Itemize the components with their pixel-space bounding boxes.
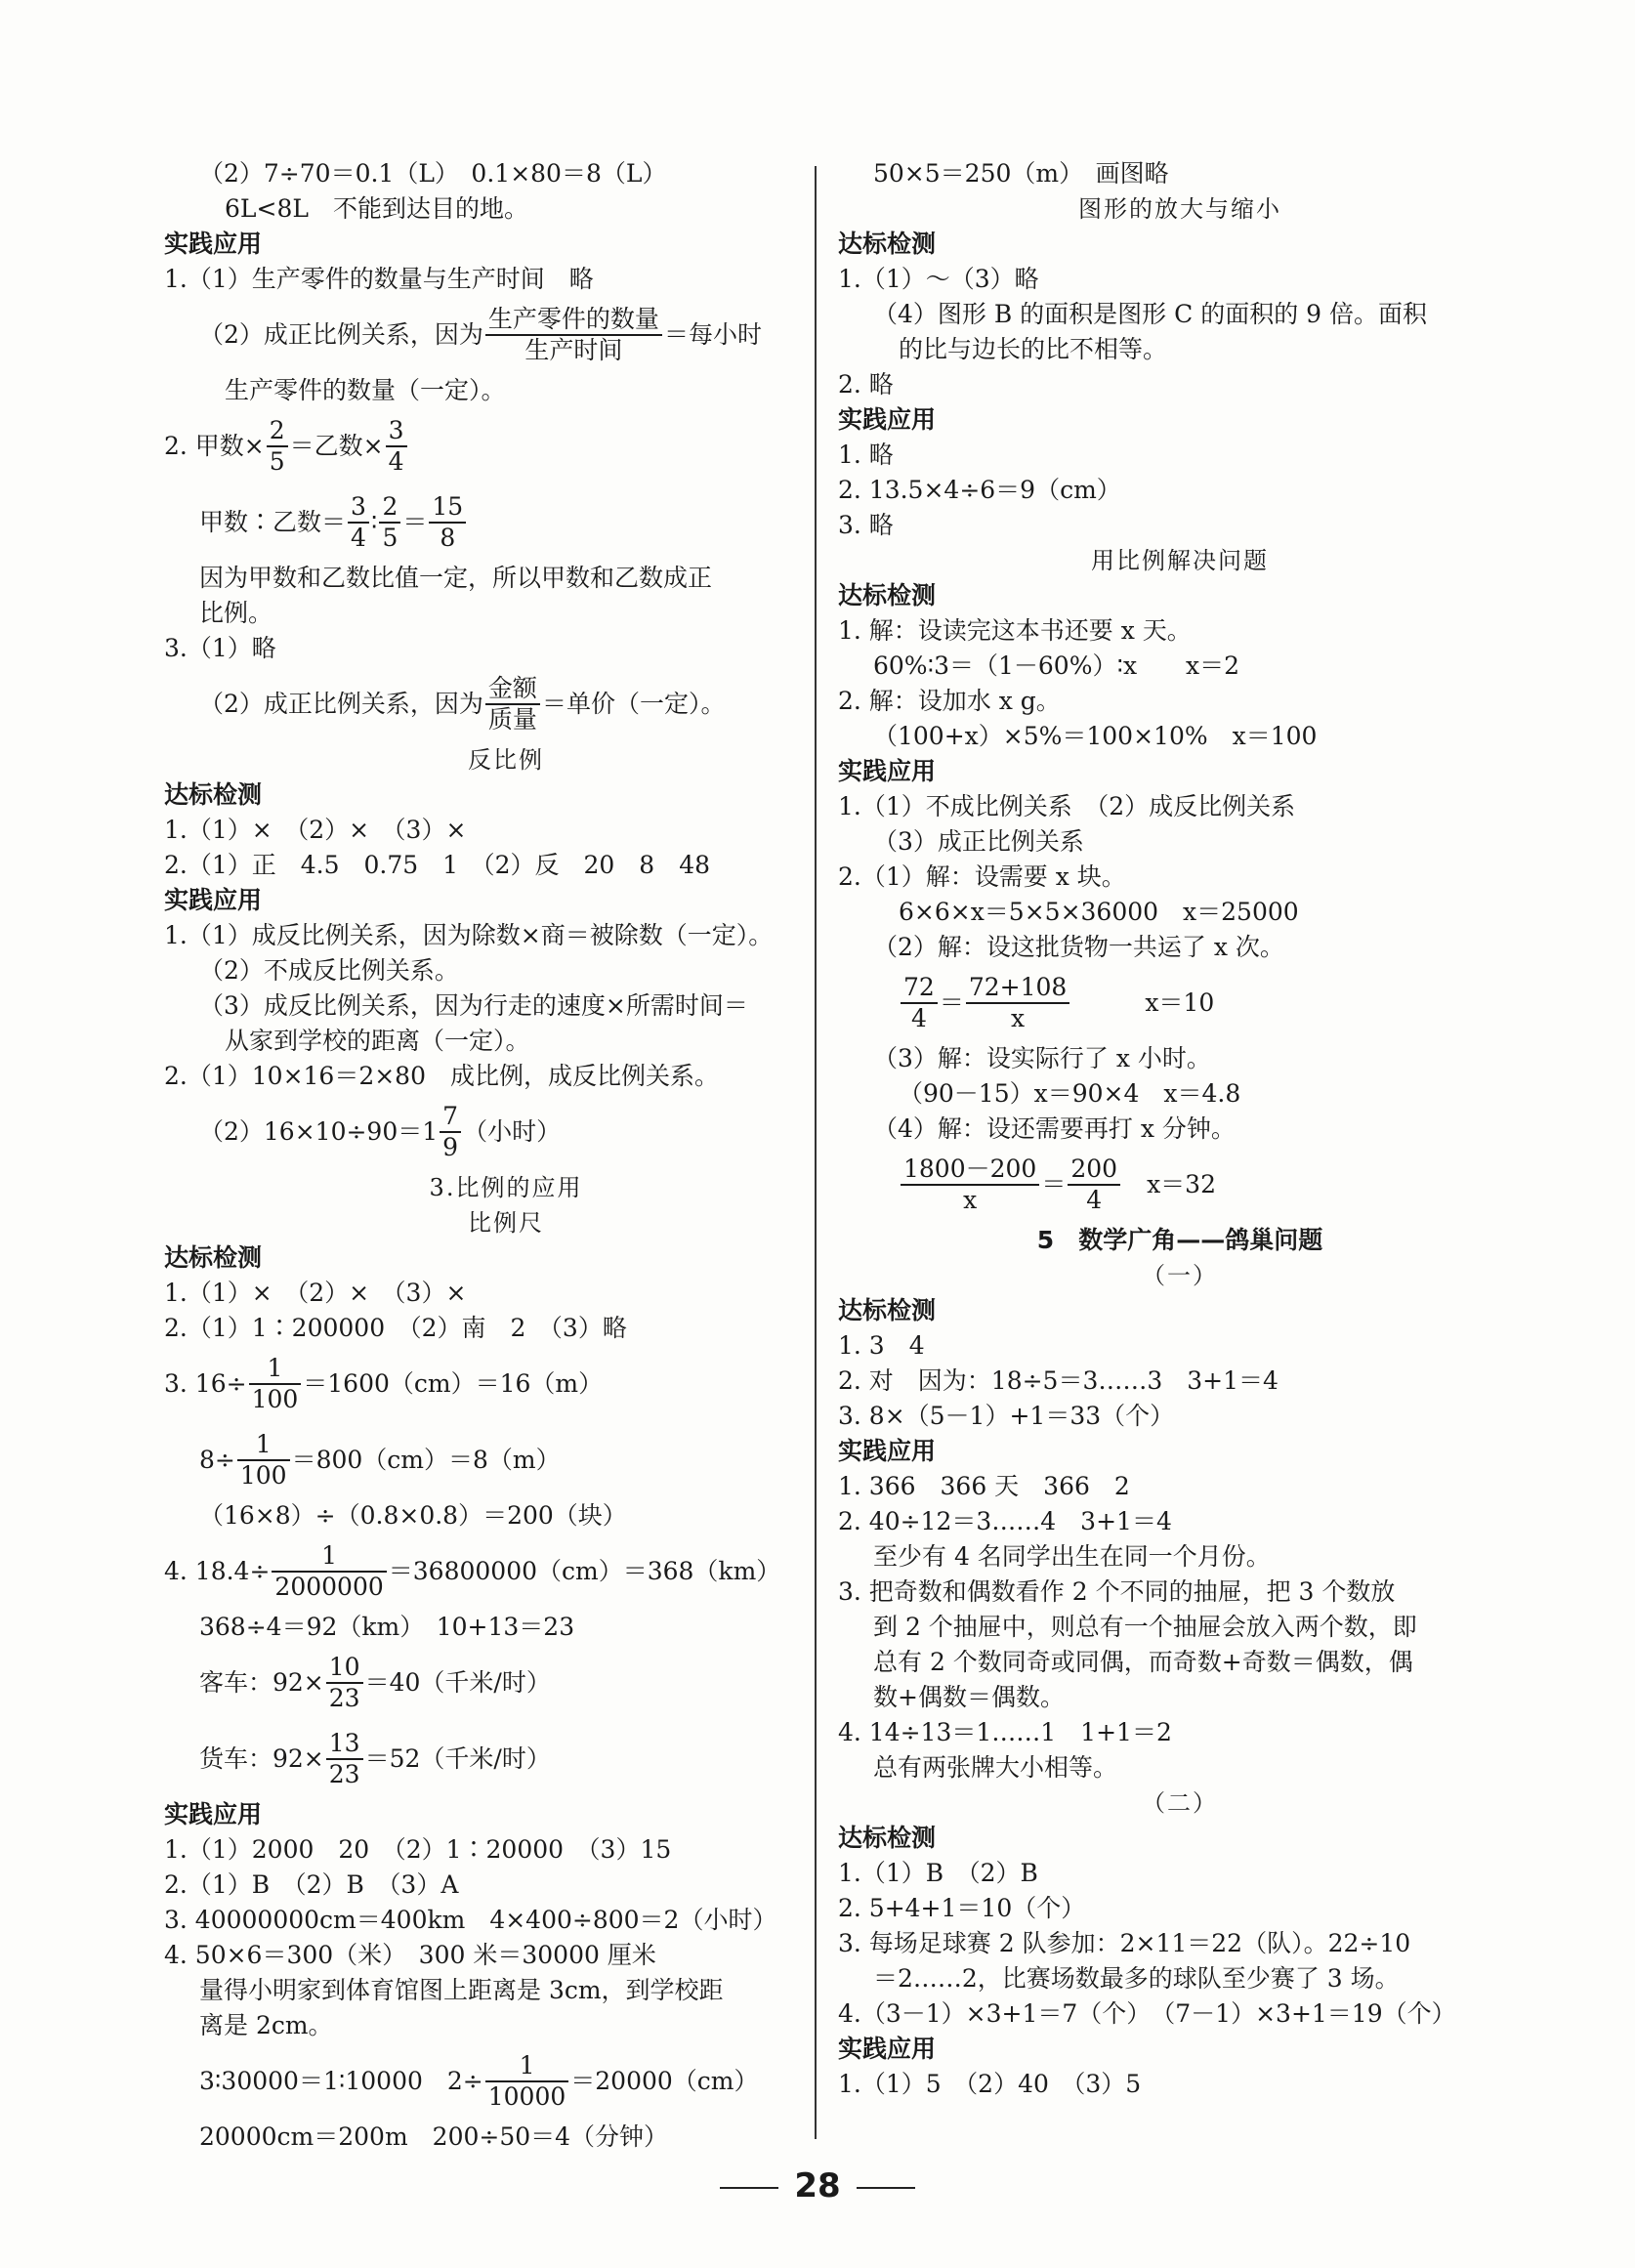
answer-text: ＝ xyxy=(402,508,428,536)
answer-line: 3. 把奇数和偶数看作 2 个不同的抽屉，把 3 个数放 xyxy=(838,1577,1396,1606)
answer-line: 1. 366 366 天 366 2 xyxy=(838,1472,1130,1500)
fraction-numerator: 2 xyxy=(267,416,288,447)
answer-line: 总有两张牌大小相等。 xyxy=(873,1753,1118,1782)
answer-line: 数+偶数＝偶数。 xyxy=(873,1683,1065,1711)
answer-line: 2.（1）解：设需要 x 块。 xyxy=(838,862,1126,891)
fraction-denominator: 10000 xyxy=(487,2082,566,2111)
fraction-numerator: 7 xyxy=(440,1102,461,1133)
answer-line: （2）解：设这批货物一共运了 x 次。 xyxy=(873,933,1284,961)
section-heading: 达标检测 xyxy=(838,1296,937,1324)
fraction-denominator: 生产时间 xyxy=(524,336,623,364)
fraction-numerator: 生产零件的数量 xyxy=(485,305,662,336)
fraction-numerator: 72+108 xyxy=(966,973,1069,1004)
fraction-numerator: 3 xyxy=(348,492,369,524)
fraction-numerator: 72 xyxy=(901,973,938,1004)
fraction-numerator: 10 xyxy=(326,1653,363,1684)
answer-text: ＝40（千米/时） xyxy=(364,1668,551,1697)
answer-text: 8÷ xyxy=(199,1446,235,1474)
answer-line-with-fraction xyxy=(164,1533,848,1610)
answer-line: 2. 40÷12＝3……4 3+1＝4 xyxy=(838,1507,1172,1535)
answer-line: 1. 略 xyxy=(838,441,894,469)
answer-text: 货车：92× xyxy=(199,1744,324,1773)
fraction xyxy=(326,1729,363,1789)
answer-line-with-fraction xyxy=(164,1721,848,1797)
fraction xyxy=(379,492,400,553)
subsection-title: 比例尺 xyxy=(468,1209,544,1237)
answer-line: ＝2……2，比赛场数最多的球队至少赛了 3 场。 xyxy=(873,1964,1400,1993)
fraction-denominator: 2000000 xyxy=(274,1573,384,1601)
answer-line: 2.（1）正 4.5 0.75 1 （2）反 20 8 48 xyxy=(164,851,711,879)
answer-line: 4.（3－1）×3+1＝7（个） （7－1）×3+1＝19（个） xyxy=(838,1999,1456,2028)
answer-line: （16×8）÷（0.8×0.8）＝200（块） xyxy=(199,1501,627,1530)
answer-line-with-fraction xyxy=(164,297,848,373)
answer-line: 1. 解：设读完这本书还要 x 天。 xyxy=(838,616,1192,645)
answer-text: 客车：92× xyxy=(199,1668,324,1697)
answer-line: 50×5＝250（m） 画图略 xyxy=(873,159,1169,188)
answer-line: 量得小明家到体育馆图上距离是 3cm，到学校距 xyxy=(199,1976,724,2004)
answer-line: 1.（1）成反比例关系，因为除数×商＝被除数（一定）。 xyxy=(164,921,774,949)
fraction-denominator: 23 xyxy=(328,1760,360,1788)
answer-line: 2. 对 因为：18÷5＝3……3 3+1＝4 xyxy=(838,1366,1279,1395)
answer-line-with-fraction xyxy=(164,484,848,561)
answer-text: 4. 18.4÷ xyxy=(164,1557,271,1585)
answer-text: 3. 16÷ xyxy=(164,1369,247,1398)
section-heading: 实践应用 xyxy=(838,757,937,785)
answer-text: x＝32 xyxy=(1122,1170,1216,1198)
chapter-heading: 5 数学广角——鸽巢问题 xyxy=(1036,1226,1323,1254)
answer-line: 2. 解：设加水 x g。 xyxy=(838,687,1061,715)
answer-text: 3∶30000＝1∶10000 2÷ xyxy=(199,2067,483,2095)
answer-text: （2）16×10÷90＝1 xyxy=(199,1117,439,1146)
fraction xyxy=(249,1354,302,1414)
section-heading: 实践应用 xyxy=(838,405,937,434)
answer-line: 3. 40000000cm＝400km 4×400÷800＝2（小时） xyxy=(164,1906,777,1934)
fraction xyxy=(966,973,1069,1033)
fraction-denominator: 9 xyxy=(442,1133,459,1161)
answer-line: 生产零件的数量（一定）。 xyxy=(225,376,506,404)
answer-line-with-fraction xyxy=(838,1147,1522,1223)
answer-line: 2.（1）10×16＝2×80 成比例，成反比例关系。 xyxy=(164,1062,719,1090)
answer-line: 1.（1）～（3）略 xyxy=(838,265,1039,293)
answer-line: 60%∶3＝（1－60%）∶x x＝2 xyxy=(873,651,1240,680)
fraction-numerator: 1800－200 xyxy=(901,1155,1039,1186)
fraction-denominator: 4 xyxy=(351,524,366,552)
fraction-numerator: 金额 xyxy=(485,674,540,705)
subsection-title: 反比例 xyxy=(468,746,544,774)
answer-text: ＝800（cm）＝8（m） xyxy=(291,1446,561,1474)
fraction xyxy=(272,1541,386,1602)
footer-dash-left xyxy=(720,2187,778,2189)
fraction-denominator: 100 xyxy=(251,1385,299,1413)
fraction xyxy=(440,1102,461,1162)
fraction xyxy=(485,2051,569,2112)
answer-text: x＝10 xyxy=(1071,988,1215,1017)
answer-line: （2）7÷70＝0.1（L） 0.1×80＝8（L） xyxy=(199,159,667,188)
column-divider xyxy=(815,166,817,2139)
answer-line: 1.（1）不成比例关系 （2）成反比例关系 xyxy=(838,792,1296,820)
page-number-footer xyxy=(0,2166,1635,2205)
fraction xyxy=(267,416,288,477)
fraction-numerator: 1 xyxy=(272,1541,386,1573)
answer-line-with-fraction xyxy=(164,1422,848,1498)
section-heading: 实践应用 xyxy=(164,230,263,258)
section-heading: 达标检测 xyxy=(164,1243,263,1272)
answer-text: （2）成正比例关系，因为 xyxy=(199,320,483,349)
page-number: 28 xyxy=(794,2166,841,2205)
answer-line-with-fraction xyxy=(164,1346,848,1422)
answer-text: ＝36800000（cm）＝368（km） xyxy=(388,1557,781,1585)
fraction xyxy=(429,492,466,553)
answer-text: ＝52（千米/时） xyxy=(364,1744,551,1773)
answer-line: （90－15）x＝90×4 x＝4.8 xyxy=(899,1079,1241,1108)
answer-line: （3）成反比例关系，因为行走的速度×所需时间＝ xyxy=(199,991,748,1020)
section-heading: 实践应用 xyxy=(838,2035,937,2063)
fraction-numerator: 3 xyxy=(386,416,407,447)
subsection-title: 图形的放大与缩小 xyxy=(1078,195,1281,223)
section-heading: 实践应用 xyxy=(164,1800,263,1828)
fraction xyxy=(485,305,662,365)
answer-line: （4）解：设还需要再打 x 分钟。 xyxy=(873,1114,1236,1143)
answer-line: 368÷4＝92（km） 10+13＝23 xyxy=(199,1613,575,1641)
fraction-denominator: 5 xyxy=(269,447,285,476)
answer-line: （3）成正比例关系 xyxy=(873,827,1084,856)
section-heading: 达标检测 xyxy=(838,581,937,609)
answer-line: 1.（1）生产零件的数量与生产时间 略 xyxy=(164,265,594,293)
fraction-numerator: 2 xyxy=(379,492,400,524)
answer-line: （2）不成反比例关系。 xyxy=(199,956,459,985)
answer-line: 3.（1）略 xyxy=(164,634,276,662)
fraction-denominator: 23 xyxy=(328,1684,360,1712)
answer-line-with-fraction xyxy=(164,408,848,484)
answer-line: 1. 3 4 xyxy=(838,1331,925,1360)
answer-text: ＝20000（cm） xyxy=(570,2067,759,2095)
fraction-denominator: 4 xyxy=(1086,1186,1103,1214)
answer-line: 20000cm＝200m 200÷50＝4（分钟） xyxy=(199,2122,669,2151)
answer-line-with-fraction xyxy=(164,2043,848,2120)
section-heading: 达标检测 xyxy=(838,230,937,258)
fraction-numerator: 1 xyxy=(485,2051,569,2082)
answer-line: 2.（1）1∶200000 （2）南 2 （3）略 xyxy=(164,1314,627,1342)
answer-line: 2. 13.5×4÷6＝9（cm） xyxy=(838,476,1121,504)
answer-text: ＝单价（一定）。 xyxy=(541,690,726,718)
answer-line: 比例。 xyxy=(199,599,273,627)
fraction-denominator: 4 xyxy=(910,1004,927,1032)
answer-text: ＝1600（cm）＝16（m） xyxy=(303,1369,604,1398)
answer-line-with-fraction xyxy=(164,666,848,742)
answer-line-with-fraction xyxy=(164,1645,848,1721)
section-heading: 达标检测 xyxy=(838,1824,937,1852)
answer-text: 2. 甲数× xyxy=(164,432,265,460)
answer-line: 4. 14÷13＝1……1 1+1＝2 xyxy=(838,1718,1172,1746)
answer-line: 总有 2 个数同奇或同偶，而奇数+奇数＝偶数，偶 xyxy=(873,1648,1413,1676)
answer-line: 因为甲数和乙数比值一定，所以甲数和乙数成正 xyxy=(199,564,713,592)
answer-text: ＝乙数× xyxy=(289,432,384,460)
answer-line: 离是 2cm。 xyxy=(199,2011,333,2039)
answer-text: ＝ xyxy=(1041,1170,1067,1198)
answer-text: 甲数∶乙数＝ xyxy=(199,508,347,536)
answer-line: 至少有 4 名同学出生在同一个月份。 xyxy=(873,1542,1271,1571)
fraction xyxy=(326,1653,363,1713)
answer-text: ＝ xyxy=(939,988,964,1017)
answer-line: （4）图形 B 的面积是图形 C 的面积的 9 倍。面积 xyxy=(873,300,1427,328)
subsection-title: （一） xyxy=(1142,1262,1218,1289)
fraction-denominator: 8 xyxy=(440,524,456,552)
fraction-denominator: 4 xyxy=(388,447,404,476)
right-answer-column xyxy=(838,156,1522,2102)
fraction xyxy=(1068,1155,1120,1215)
fraction-denominator: x xyxy=(963,1186,978,1214)
answer-line: 3. 8×（5－1）+1＝33（个） xyxy=(838,1402,1175,1430)
answer-line: 1.（1）× （2）× （3）× xyxy=(164,816,467,844)
fraction-numerator: 1 xyxy=(249,1354,302,1385)
fraction-denominator: 5 xyxy=(382,524,398,552)
fraction-numerator: 15 xyxy=(429,492,466,524)
fraction-numerator: 200 xyxy=(1068,1155,1120,1186)
answer-line: 到 2 个抽屉中，则总有一个抽屉会放入两个数，即 xyxy=(873,1613,1417,1641)
section-heading: 实践应用 xyxy=(838,1437,937,1465)
answer-text: （2）成正比例关系，因为 xyxy=(199,690,483,718)
subsection-title: 3.比例的应用 xyxy=(429,1174,583,1201)
answer-line: 的比与边长的比不相等。 xyxy=(899,335,1168,363)
fraction-denominator: x xyxy=(1011,1004,1026,1032)
fraction xyxy=(237,1430,290,1491)
answer-line-with-fraction xyxy=(838,965,1522,1041)
fraction xyxy=(348,492,369,553)
fraction xyxy=(901,1155,1039,1215)
fraction xyxy=(485,674,540,735)
answer-line: 4. 50×6＝300（米） 300 米＝30000 厘米 xyxy=(164,1941,656,1969)
answer-line: （100+x）×5%＝100×10% x＝100 xyxy=(873,722,1318,750)
answer-line-with-fraction xyxy=(164,1094,848,1170)
answer-line: 3. 每场足球赛 2 队参加：2×11＝22（队）。22÷10 xyxy=(838,1929,1411,1957)
fraction-denominator: 质量 xyxy=(487,705,537,734)
answer-line: 6L<8L 不能到达目的地。 xyxy=(225,194,528,223)
fraction-numerator: 13 xyxy=(326,1729,363,1760)
section-heading: 达标检测 xyxy=(164,780,263,809)
answer-line: 6×6×x＝5×5×36000 x＝25000 xyxy=(899,898,1299,926)
answer-line: 1.（1）B （2）B xyxy=(838,1859,1038,1887)
answer-line: 从家到学校的距离（一定）。 xyxy=(225,1027,530,1055)
answer-line: 1.（1）5 （2）40 （3）5 xyxy=(838,2070,1142,2098)
subsection-title: 用比例解决问题 xyxy=(1091,547,1269,574)
subsection-title: （二） xyxy=(1142,1789,1218,1817)
answer-line: 2. 5+4+1＝10（个） xyxy=(838,1894,1086,1922)
fraction xyxy=(901,973,938,1033)
answer-line: 1.（1）× （2）× （3）× xyxy=(164,1279,467,1307)
left-answer-column xyxy=(164,156,848,2155)
answer-text: ＝每小时 xyxy=(663,320,762,349)
answer-line: （3）解：设实际行了 x 小时。 xyxy=(873,1044,1211,1072)
answer-line: 1.（1）2000 20 （2）1∶20000 （3）15 xyxy=(164,1835,672,1864)
answer-text: （小时） xyxy=(463,1117,562,1146)
fraction xyxy=(386,416,407,477)
section-heading: 实践应用 xyxy=(164,886,263,914)
fraction-denominator: 100 xyxy=(239,1461,287,1490)
answer-line: 3. 略 xyxy=(838,511,894,539)
answer-line: 2. 略 xyxy=(838,370,894,399)
answer-line: 2.（1）B （2）B （3）A xyxy=(164,1870,459,1899)
footer-dash-right xyxy=(857,2187,915,2189)
answer-text: ∶ xyxy=(370,508,378,536)
fraction-numerator: 1 xyxy=(237,1430,290,1461)
